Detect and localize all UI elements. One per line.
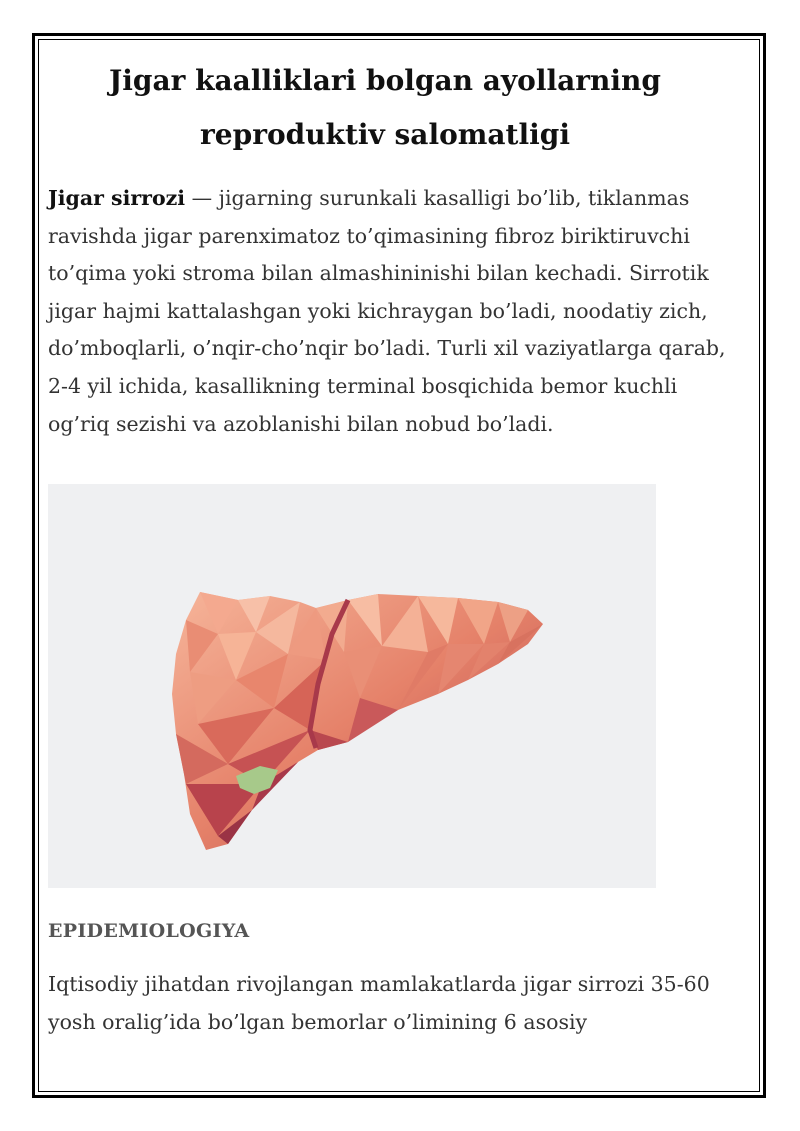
section-paragraph: Iqtisodiy jihatdan rivojlangan mamlakatlarda jigar sirrozi 35-60 yosh oralig’ida bo’lgan bemorlar o’limining 6 asosiy bbox=[48, 972, 710, 1034]
intro-term: Jigar sirrozi bbox=[48, 186, 186, 210]
liver-illustration-icon bbox=[48, 484, 656, 888]
section-heading-epidemiologiya: EPIDEMIOLOGIYA bbox=[48, 920, 250, 942]
intro-text: — jigarning surunkali kasalligi bo’lib, tiklanmas ravishda jigar parenximatoz to’qimasining fibroz biriktiruvchi to’qima yoki stroma bilan almashininishi bilan kechadi. Sirrotik jigar hajmi kattalashgan yoki kichraygan bo’ladi, noodatiy zich, do’mboqlarli, o’nqir-cho’nqir bo’ladi. Turli xil vaziyatlarga qarab, 2-4 yil ichida, kasallikning terminal bosqichida bemor kuchli og’riq sezishi va azoblanishi bilan nobud bo’ladi. bbox=[48, 186, 726, 436]
document-title: Jigar kaalliklari bolgan ayollarning reproduktiv salomatligi bbox=[109, 64, 661, 151]
liver-figure bbox=[48, 484, 656, 888]
intro-paragraph bbox=[48, 180, 738, 443]
